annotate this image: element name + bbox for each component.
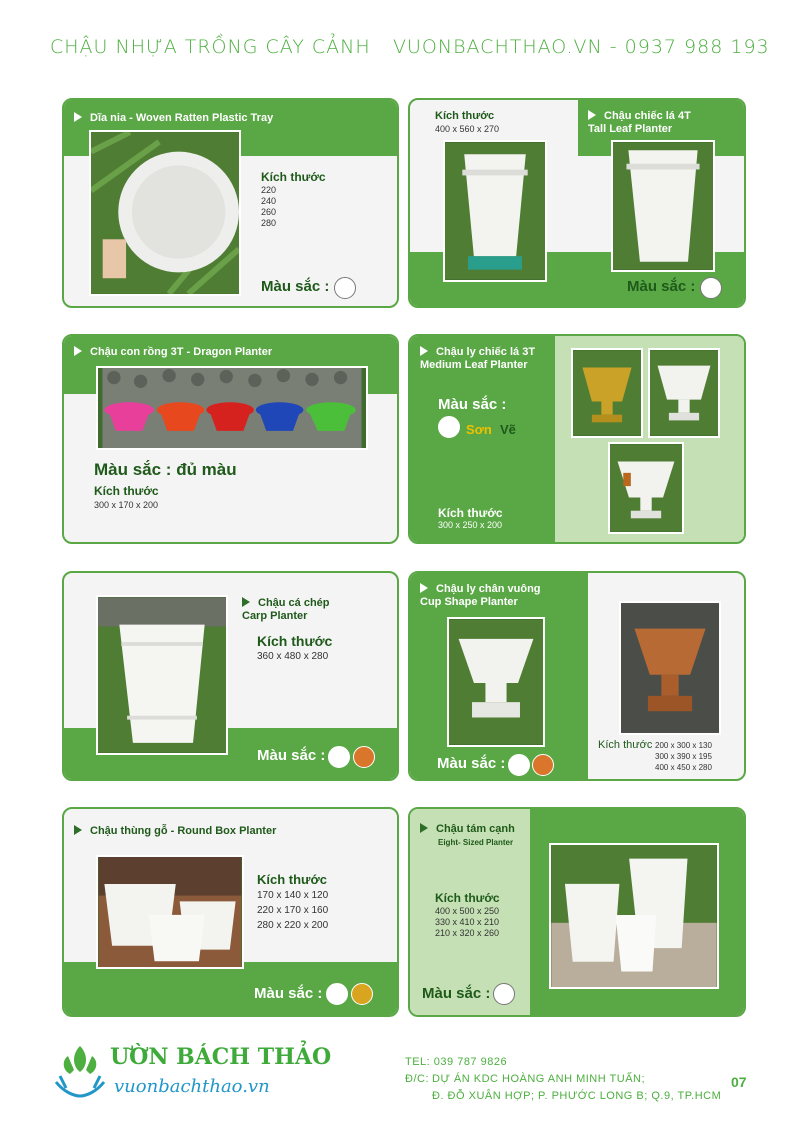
size-label: Kích thước bbox=[435, 110, 495, 122]
footer-tel: TEL: 039 787 9826 bbox=[405, 1056, 508, 1068]
size-label: Kích thước bbox=[438, 506, 503, 520]
product-title: Chậu ly chiếc lá 3T Medium Leaf Planter bbox=[420, 346, 536, 371]
product-card-tall-leaf bbox=[408, 98, 746, 308]
product-photo-painted bbox=[608, 442, 684, 534]
color-label: Màu sắc : bbox=[422, 985, 491, 1002]
product-photo-round-box bbox=[96, 855, 244, 969]
page-number: 07 bbox=[731, 1074, 747, 1090]
size-label: Kích thước bbox=[257, 872, 327, 887]
size-values: 300 x 250 x 200 bbox=[438, 520, 503, 530]
size-values: 170 x 140 x 120 220 x 170 x 160 280 x 220 x 200 bbox=[257, 890, 329, 931]
color-label: Màu sắc : bbox=[254, 985, 323, 1002]
product-card-tray bbox=[62, 98, 399, 308]
color-label: Màu sắc : đủ màu bbox=[94, 460, 237, 479]
footer-addr-line2: Đ. ĐỖ XUÂN HỢP; P. PHƯỚC LONG B; Q.9, TP.HCM bbox=[432, 1090, 722, 1102]
white-swatch bbox=[700, 277, 722, 299]
size-values: 220 240 260 280 bbox=[261, 185, 277, 228]
page-header-title: CHẬU NHỰA TRỒNG CÂY CẢNH bbox=[50, 36, 371, 58]
color-label: Màu sắc : bbox=[627, 278, 696, 295]
arrow-icon bbox=[74, 346, 82, 356]
draw-option: Vẽ bbox=[500, 422, 516, 437]
size-values: 300 x 170 x 200 bbox=[94, 500, 159, 510]
product-title: Chậu thùng gỗ - Round Box Planter bbox=[74, 825, 276, 838]
size-values: 400 x 560 x 270 bbox=[435, 124, 500, 134]
product-card-round-box bbox=[62, 807, 399, 1017]
product-photo-front bbox=[443, 140, 547, 282]
size-values: 400 x 500 x 250 330 x 410 x 210 210 x 320 x 260 bbox=[435, 906, 500, 938]
size-label: Kích thước bbox=[435, 891, 500, 905]
product-photo-carp bbox=[96, 595, 228, 755]
white-swatch bbox=[326, 983, 348, 1005]
product-photo-white-cup bbox=[447, 617, 545, 747]
product-card-carp bbox=[62, 571, 399, 781]
product-card-dragon bbox=[62, 334, 399, 544]
leaf-hands-icon bbox=[52, 1042, 108, 1102]
product-photo-copper-cup bbox=[619, 601, 721, 735]
copper-swatch bbox=[532, 754, 554, 776]
size-label: Kích thước bbox=[94, 484, 159, 498]
white-swatch bbox=[493, 983, 515, 1005]
arrow-icon bbox=[74, 112, 82, 122]
product-card-medium-leaf bbox=[408, 334, 746, 544]
size-label: Kích thước bbox=[257, 633, 333, 649]
product-title: Chậu con rồng 3T - Dragon Planter bbox=[74, 346, 272, 359]
arrow-icon bbox=[74, 825, 82, 835]
product-photo-gold bbox=[571, 348, 643, 438]
white-swatch bbox=[328, 746, 350, 768]
arrow-icon bbox=[242, 597, 250, 607]
arrow-icon bbox=[588, 110, 596, 120]
paint-option: Sơn bbox=[466, 422, 492, 437]
size-values: 360 x 480 x 280 bbox=[257, 651, 329, 662]
product-photo-tray bbox=[89, 130, 241, 296]
color-label: Màu sắc : bbox=[261, 278, 330, 295]
product-title: Dĩa nia - Woven Ratten Plastic Tray bbox=[74, 112, 273, 125]
color-label: Màu sắc : bbox=[438, 396, 507, 413]
product-title: Chậu ly chân vuông Cup Shape Planter bbox=[420, 583, 541, 608]
logo-text: ƯỜN BÁCH THẢO bbox=[110, 1044, 332, 1070]
product-photo-side bbox=[611, 140, 715, 272]
white-swatch bbox=[438, 416, 460, 438]
size-values: 200 x 300 x 130 300 x 390 x 195 400 x 450 x 280 bbox=[655, 741, 712, 772]
white-swatch bbox=[508, 754, 530, 776]
footer-addr-label: Đ/C: bbox=[405, 1073, 429, 1085]
arrow-icon bbox=[420, 346, 428, 356]
product-title: Chậu tám cạnh bbox=[420, 823, 515, 836]
arrow-icon bbox=[420, 583, 428, 593]
color-label: Màu sắc : bbox=[257, 747, 326, 764]
size-label: Kích thước bbox=[261, 170, 326, 184]
page-header-contact: VUONBACHTHAO.VN - 0937 988 193 bbox=[393, 36, 770, 58]
brand-logo bbox=[52, 1042, 332, 1102]
logo-url: vuonbachthao.vn bbox=[114, 1076, 270, 1097]
product-card-cup bbox=[408, 571, 746, 781]
product-photo-dragon bbox=[96, 366, 368, 450]
size-label: Kích thước bbox=[598, 739, 653, 751]
white-swatch bbox=[334, 277, 356, 299]
copper-swatch bbox=[353, 746, 375, 768]
product-photo-eight bbox=[549, 843, 719, 989]
arrow-icon bbox=[420, 823, 428, 833]
color-label: Màu sắc : bbox=[437, 755, 506, 772]
product-subtitle: Eight- Sized Planter bbox=[438, 838, 514, 847]
product-title: Chậu cá chép Carp Planter bbox=[242, 597, 330, 622]
footer-addr-line1: DỰ ÁN KDC HOÀNG ANH MINH TUẤN; bbox=[432, 1073, 646, 1085]
gold-swatch bbox=[351, 983, 373, 1005]
product-title: Chậu chiếc lá 4T Tall Leaf Planter bbox=[588, 110, 691, 135]
product-photo-white bbox=[648, 348, 720, 438]
product-card-eight bbox=[408, 807, 746, 1017]
